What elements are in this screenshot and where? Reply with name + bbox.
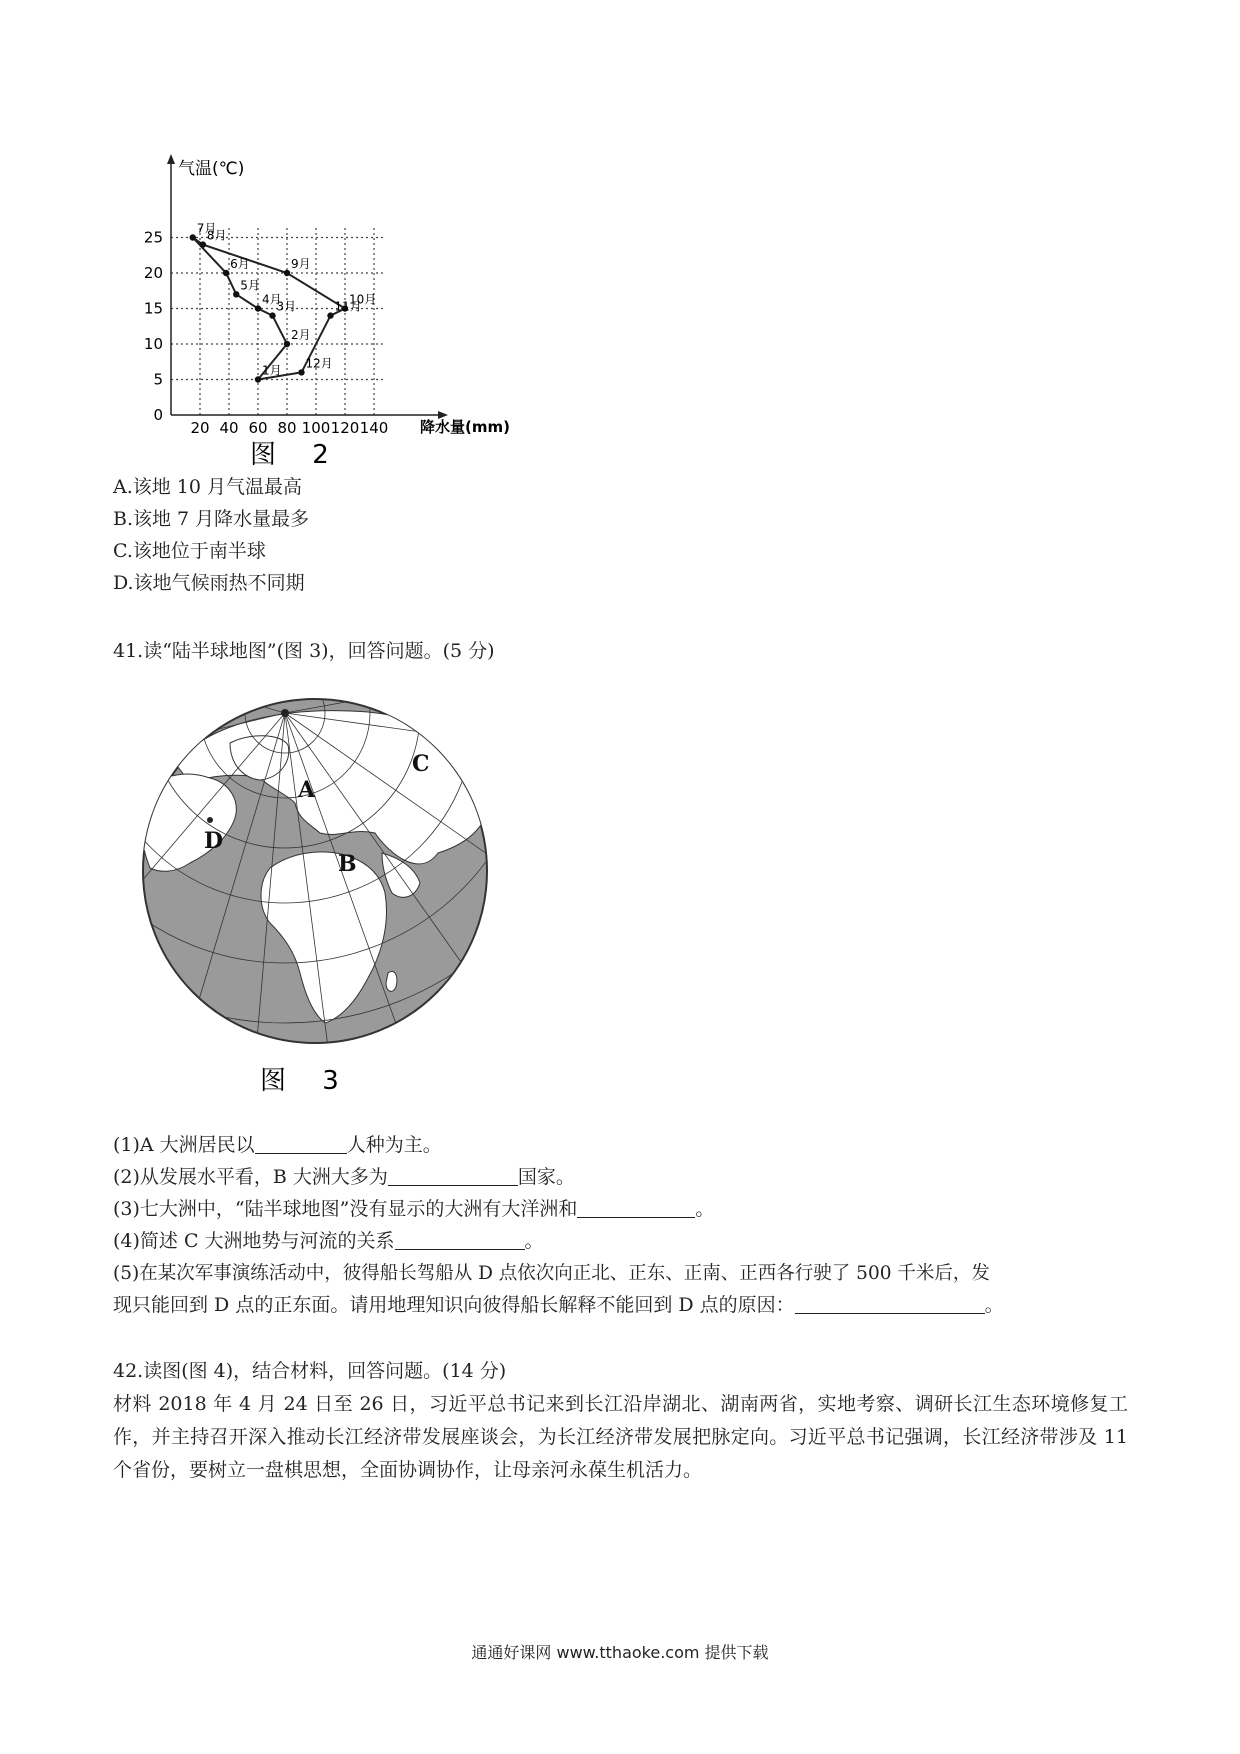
point-marker-12 — [298, 369, 304, 375]
point-marker-9 — [284, 270, 290, 276]
point-marker-2 — [284, 341, 290, 347]
land-hemisphere-map — [120, 683, 520, 1103]
q41-sub3-text: (3)七大洲中，“陆半球地图”没有显示的大洲有大洋洲和 — [113, 1198, 578, 1220]
point-marker-3 — [269, 312, 275, 318]
map-label-a: A — [298, 777, 316, 803]
map-label-d: D — [204, 828, 224, 854]
q41-sub1 — [113, 1130, 442, 1161]
q40-option-d: D.该地气候雨热不同期 — [113, 572, 305, 594]
point-d-marker — [207, 817, 213, 823]
north-pole-marker — [281, 709, 289, 717]
answer-blank-2[interactable] — [388, 1165, 518, 1186]
q41-sub2 — [113, 1162, 575, 1193]
y-tick-label-2: 10 — [143, 335, 163, 353]
point-label-1: 1月 — [262, 363, 282, 378]
answer-blank-1[interactable] — [255, 1133, 347, 1154]
x-tick-label-3: 80 — [277, 419, 297, 437]
q41-sub4-tail: 。 — [524, 1230, 544, 1252]
q41-sub2-text: (2)从发展水平看，B 大洲大多为 — [113, 1166, 388, 1188]
q41-sub5-line1: (5)在某次军事演练活动中，彼得船长驾船从 D 点依次向正北、正东、正南、正西各行驶了 500 千米后，发 — [113, 1263, 990, 1284]
point-label-5: 5月 — [240, 278, 260, 293]
point-marker-4 — [255, 305, 261, 311]
q41-sub4 — [113, 1226, 544, 1257]
map-label-b: B — [338, 851, 357, 877]
point-marker-1 — [255, 376, 261, 382]
q40-option-b: B.该地 7 月降水量最多 — [113, 508, 310, 530]
point-label-6: 6月 — [230, 257, 250, 271]
figure-3-caption: 图 3 — [260, 1066, 353, 1096]
point-label-9: 9月 — [291, 257, 311, 271]
q40-option-a: A.该地 10 月气温最高 — [113, 476, 303, 498]
point-marker-7 — [190, 234, 196, 240]
point-label-12: 12月 — [305, 356, 333, 371]
q41-sub5-text: 现只能回到 D 点的正东面。请用地理知识向彼得船长解释不能回到 D 点的原因： — [113, 1294, 795, 1316]
q41-sub4-text: (4)简述 C 大洲地势与河流的关系 — [113, 1230, 395, 1252]
q40-option-c: C.该地位于南半球 — [113, 540, 266, 562]
q41-sub1-tail: 人种为主。 — [346, 1134, 442, 1156]
map-label-c: C — [412, 751, 430, 777]
point-marker-5 — [233, 291, 239, 297]
q41-sub3 — [113, 1194, 714, 1225]
point-label-8: 8月 — [206, 228, 227, 243]
q42-title: 42.读图(图 4)，结合材料，回答问题。(14 分) — [113, 1360, 507, 1382]
y-axis-label: 气温(℃) — [178, 159, 245, 179]
chart-ticks — [144, 229, 388, 438]
point-label-10: 10月 — [349, 292, 377, 307]
y-tick-label-0: 0 — [153, 406, 163, 424]
globe — [120, 683, 520, 1063]
point-marker-8 — [200, 241, 206, 247]
x-axis-label: 降水量(mm) — [420, 418, 510, 436]
page-footer: 通通好课网 www.tthaoke.com 提供下载 — [471, 1643, 769, 1662]
point-label-4: 4月 — [262, 292, 282, 307]
answer-blank-3[interactable] — [577, 1197, 695, 1218]
y-tick-label-5: 25 — [143, 228, 163, 247]
q42-material: 材料 2018 年 4 月 24 日至 26 日，习近平总书记来到长江沿岸湖北、湖南两省，实地考察、调研长江生态环境修复工作，并主持召开深入推动长江经济带发展座谈会，为长江经济带发展把脉定向。习近平总书记强调，长江经济带涉及 11 个省份，要树立一盘棋思想，全面协调协作，让母亲河永葆生机活力。 — [113, 1393, 1128, 1481]
point-marker-11 — [327, 312, 333, 318]
point-label-3: 3月 — [276, 299, 297, 314]
x-tick-label-5: 120 — [330, 419, 360, 437]
y-tick-label-1: 5 — [153, 370, 163, 389]
point-label-11: 11月 — [334, 299, 362, 314]
chart-grid — [171, 228, 384, 416]
x-tick-label-0: 20 — [190, 419, 210, 437]
y-tick-label-4: 20 — [143, 264, 163, 282]
point-label-7: 7月 — [196, 221, 217, 236]
y-tick-label-3: 15 — [143, 299, 163, 318]
q41-sub5-line2 — [113, 1290, 1004, 1321]
x-tick-label-6: 140 — [359, 419, 389, 437]
x-tick-label-4: 100 — [301, 419, 331, 437]
x-tick-label-1: 40 — [219, 419, 239, 437]
answer-blank-5[interactable] — [795, 1293, 985, 1314]
q41-title: 41.读“陆半球地图”(图 3)，回答问题。(5 分) — [113, 640, 495, 662]
x-tick-label-2: 60 — [248, 419, 268, 437]
q41-sub3-tail: 。 — [695, 1198, 715, 1220]
point-label-2: 2月 — [291, 328, 311, 342]
q41-sub2-tail: 国家。 — [517, 1166, 575, 1188]
chart-points — [190, 222, 377, 383]
q41-sub1-text: (1)A 大洲居民以 — [113, 1134, 255, 1156]
point-marker-6 — [223, 270, 229, 276]
answer-blank-4[interactable] — [395, 1229, 525, 1250]
q41-sub5-tail: 。 — [984, 1294, 1004, 1316]
figure-2-caption: 图 2 — [250, 440, 343, 470]
climate-chart — [140, 150, 540, 470]
